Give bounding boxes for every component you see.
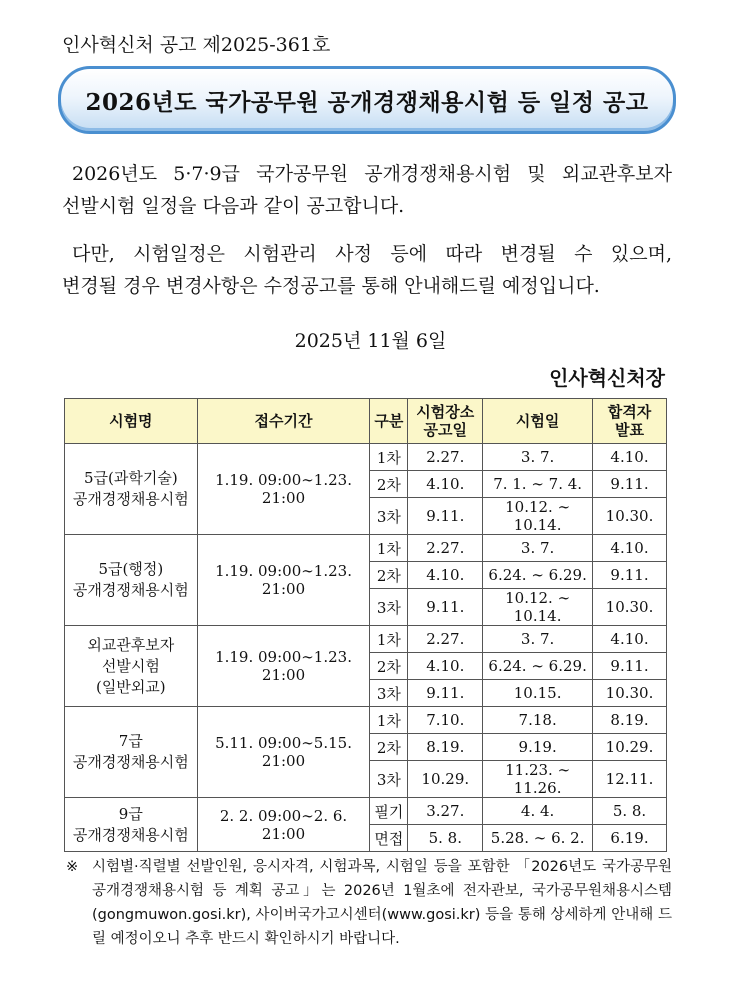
stage-cell: 1차 <box>370 707 408 734</box>
exam-name-line: 선발시험 <box>101 656 160 675</box>
venue-notice-cell: 9.11. <box>408 589 483 626</box>
stage-cell: 1차 <box>370 444 408 471</box>
notice-line-1: 다만, 시험일정은 시험관리 사정 등에 따라 변경될 수 있으며, <box>72 243 672 265</box>
result-date-cell: 6.19. <box>593 825 667 852</box>
result-date-cell: 10.30. <box>593 589 667 626</box>
header-result <box>593 399 667 444</box>
exam-date-cell: 10.12. ∼ 10.14. <box>483 498 593 535</box>
exam-date-cell: 6.24. ∼ 6.29. <box>483 653 593 680</box>
venue-notice-cell: 7.10. <box>408 707 483 734</box>
footnote-text: 시험별·직렬별 선발인원, 응시자격, 시험과목, 시험일 등을 포함한 「2026년도 국가공무원 공개경쟁채용시험 등 계획 공고」는 2026년 1월초에 전자관보, 국가공무원채용시스템(gongmuwon.gosi.kr), 사이버국가고시센터(www.gosi.kr) 등을 통해 상세하게 안내해 드릴 예정이오니 추후 반드시 확인하시기 바랍니다. <box>92 859 672 947</box>
header-stage: 구분 <box>370 399 408 444</box>
header-venue-line-2: 공고일 <box>423 421 468 439</box>
stage-cell: 3차 <box>370 761 408 798</box>
stage-cell: 2차 <box>370 562 408 589</box>
header-exam-date: 시험일 <box>483 399 593 444</box>
venue-notice-cell: 2.27. <box>408 535 483 562</box>
page-title: 2026년도 국가공무원 공개경쟁채용시험 등 일정 공고 <box>85 88 649 116</box>
stage-cell: 필기 <box>370 798 408 825</box>
table-row <box>65 444 667 471</box>
venue-notice-cell: 3.27. <box>408 798 483 825</box>
application-period-cell: 1.19. 09:00∼1.23. 21:00 <box>197 444 370 535</box>
issuer-name: 인사혁신처장 <box>549 366 665 390</box>
application-period-cell: 1.19. 09:00∼1.23. 21:00 <box>197 626 370 707</box>
exam-name-line: 7급 <box>118 732 143 750</box>
exam-schedule-table <box>64 398 667 852</box>
exam-name-line: 5급(행정) <box>98 560 164 578</box>
exam-name-line: 공개경쟁채용시험 <box>72 490 189 508</box>
exam-date-cell: 4. 4. <box>483 798 593 825</box>
intro-paragraph <box>62 158 672 222</box>
footnote <box>66 855 672 951</box>
table-row <box>65 707 667 734</box>
reference-mark: ※ <box>66 859 79 875</box>
venue-notice-cell: 2.27. <box>408 444 483 471</box>
header-period: 접수기간 <box>197 399 370 444</box>
table-body <box>65 444 667 852</box>
stage-cell: 면접 <box>370 825 408 852</box>
announcement-date: 2025년 11월 6일 <box>294 330 447 352</box>
table-row <box>65 535 667 562</box>
exam-name-cell <box>65 626 198 707</box>
exam-name-line: 공개경쟁채용시험 <box>72 825 189 844</box>
exam-name-cell <box>65 707 198 798</box>
result-date-cell: 10.30. <box>593 680 667 707</box>
stage-cell: 2차 <box>370 653 408 680</box>
venue-notice-cell: 4.10. <box>408 562 483 589</box>
exam-name-line: 5급(과학기술) <box>83 469 178 487</box>
stage-cell: 1차 <box>370 626 408 653</box>
exam-name-line: (일반외교) <box>95 677 166 696</box>
exam-name-cell <box>65 798 198 852</box>
result-date-cell: 9.11. <box>593 471 667 498</box>
header-result-line-1: 합격자 <box>607 403 652 421</box>
stage-cell: 2차 <box>370 734 408 761</box>
venue-notice-cell: 5. 8. <box>408 825 483 852</box>
result-date-cell: 10.30. <box>593 498 667 535</box>
exam-date-cell: 9.19. <box>483 734 593 761</box>
exam-date-cell: 3. 7. <box>483 535 593 562</box>
exam-date-cell: 10.15. <box>483 680 593 707</box>
result-date-cell: 8.19. <box>593 707 667 734</box>
exam-date-cell: 7.18. <box>483 707 593 734</box>
result-date-cell: 9.11. <box>593 653 667 680</box>
header-venue-line-1: 시험장소 <box>416 403 475 421</box>
table-header-row <box>65 399 667 444</box>
application-period-cell: 5.11. 09:00∼5.15. 21:00 <box>197 707 370 798</box>
result-date-cell: 12.11. <box>593 761 667 798</box>
venue-notice-cell: 2.27. <box>408 626 483 653</box>
exam-name-line: 공개경쟁채용시험 <box>72 753 189 771</box>
exam-name-cell <box>65 444 198 535</box>
exam-date-cell: 7. 1. ∼ 7. 4. <box>483 471 593 498</box>
exam-name-line: 외교관후보자 <box>87 635 175 654</box>
result-date-cell: 9.11. <box>593 562 667 589</box>
intro-line-2: 선발시험 일정을 다음과 같이 공고합니다. <box>62 195 405 217</box>
venue-notice-cell: 10.29. <box>408 761 483 798</box>
venue-notice-cell: 4.10. <box>408 653 483 680</box>
header-result-line-2: 발표 <box>615 421 644 439</box>
result-date-cell: 10.29. <box>593 734 667 761</box>
result-date-cell: 4.10. <box>593 626 667 653</box>
exam-date-cell: 5.28. ∼ 6. 2. <box>483 825 593 852</box>
venue-notice-cell: 4.10. <box>408 471 483 498</box>
venue-notice-cell: 9.11. <box>408 680 483 707</box>
exam-date-cell: 6.24. ∼ 6.29. <box>483 562 593 589</box>
exam-date-cell: 11.23. ∼ 11.26. <box>483 761 593 798</box>
stage-cell: 1차 <box>370 535 408 562</box>
application-period-cell: 2. 2. 09:00∼2. 6. 21:00 <box>197 798 370 852</box>
table-row <box>65 626 667 653</box>
application-period-cell: 1.19. 09:00∼1.23. 21:00 <box>197 535 370 626</box>
notice-number: 인사혁신처 공고 제2025-361호 <box>62 34 331 56</box>
stage-cell: 3차 <box>370 498 408 535</box>
exam-date-cell: 3. 7. <box>483 444 593 471</box>
exam-name-cell <box>65 535 198 626</box>
exam-date-cell: 3. 7. <box>483 626 593 653</box>
exam-name-line: 9급 <box>118 804 143 823</box>
header-venue-notice <box>408 399 483 444</box>
notice-paragraph <box>62 238 672 302</box>
stage-cell: 2차 <box>370 471 408 498</box>
exam-date-cell: 10.12. ∼ 10.14. <box>483 589 593 626</box>
result-date-cell: 4.10. <box>593 444 667 471</box>
title-banner <box>58 66 676 134</box>
venue-notice-cell: 8.19. <box>408 734 483 761</box>
table-row <box>65 798 667 825</box>
stage-cell: 3차 <box>370 680 408 707</box>
header-exam: 시험명 <box>65 399 198 444</box>
result-date-cell: 5. 8. <box>593 798 667 825</box>
venue-notice-cell: 9.11. <box>408 498 483 535</box>
result-date-cell: 4.10. <box>593 535 667 562</box>
stage-cell: 3차 <box>370 589 408 626</box>
intro-line-1: 2026년도 5·7·9급 국가공무원 공개경쟁채용시험 및 외교관후보자 <box>72 163 672 185</box>
exam-name-line: 공개경쟁채용시험 <box>72 581 189 599</box>
notice-line-2: 변경될 경우 변경사항은 수정공고를 통해 안내해드릴 예정입니다. <box>62 275 600 297</box>
